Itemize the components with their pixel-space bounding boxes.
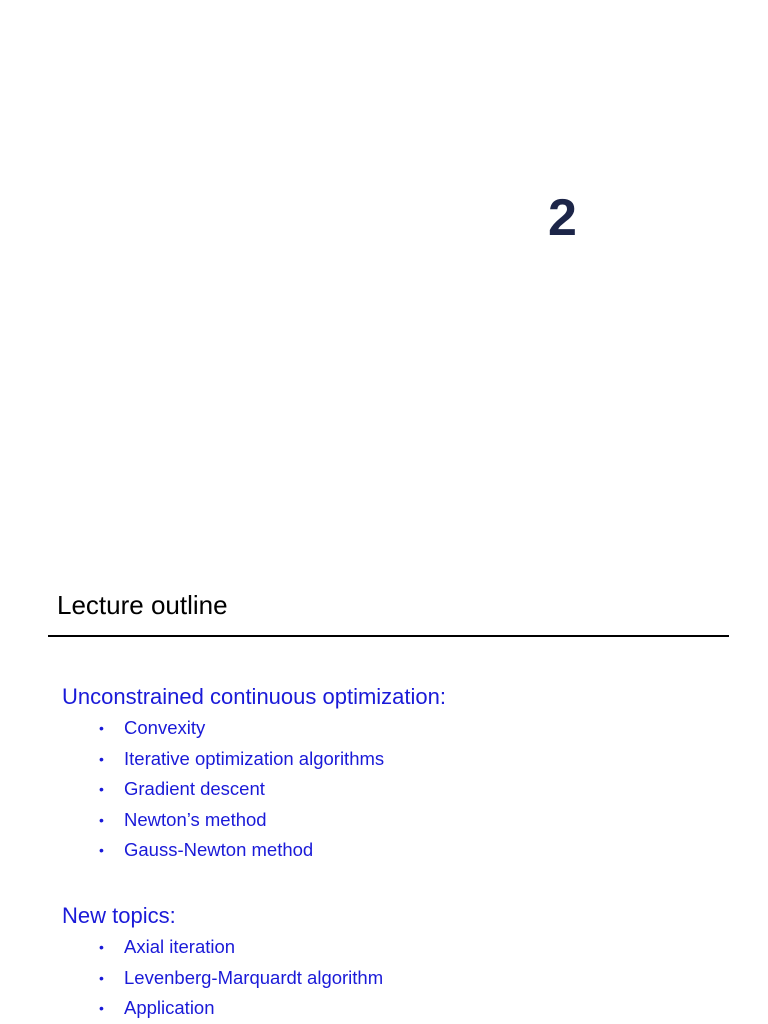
list-item-label: Application (124, 997, 215, 1018)
bullet-icon: • (99, 969, 104, 986)
section-heading: New topics: (62, 903, 176, 928)
page-number: 2 (548, 189, 577, 247)
list-item (62, 805, 446, 836)
bullet-list (62, 713, 446, 866)
list-item (62, 744, 446, 775)
bullet-icon: • (99, 811, 104, 828)
list-item (62, 713, 446, 744)
bullet-list (62, 932, 383, 1024)
list-item-label: Levenberg-Marquardt algorithm (124, 966, 384, 988)
section-heading: Unconstrained continuous optimization: (62, 684, 447, 709)
bullet-icon: • (99, 842, 104, 858)
list-item-label: Gauss-Newton method (124, 839, 314, 860)
list-item (62, 993, 383, 1024)
section-new-topics (62, 902, 383, 1024)
list-item-label: Convexity (124, 717, 206, 738)
list-item-label: Newton’s method (124, 808, 267, 830)
list-item (62, 774, 446, 805)
bullet-icon: • (99, 939, 104, 955)
list-item-label: Axial iteration (124, 936, 236, 957)
bullet-icon: • (99, 781, 104, 797)
bullet-icon: • (99, 720, 104, 736)
list-item (62, 963, 383, 994)
list-item (62, 932, 383, 963)
section-unconstrained-optimization (62, 683, 446, 866)
title-divider (48, 635, 729, 637)
bullet-icon: • (99, 1000, 104, 1016)
list-item-label: Gradient descent (124, 778, 265, 799)
list-item-label: Iterative optimization algorithms (124, 747, 385, 769)
bullet-icon: • (99, 750, 104, 767)
slide-title: Lecture outline (57, 590, 228, 620)
list-item (62, 835, 446, 866)
